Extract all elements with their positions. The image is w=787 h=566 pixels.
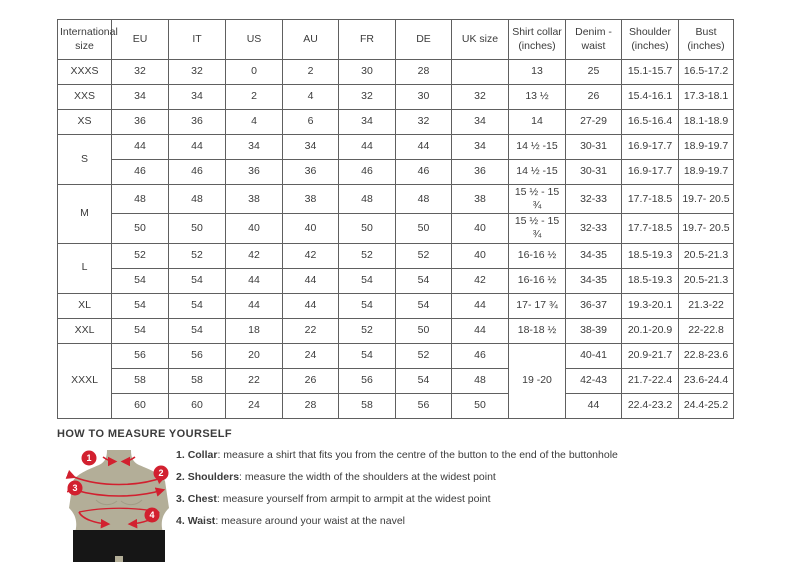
table-cell: 58 [169,368,226,393]
table-cell: 30 [339,60,396,85]
table-cell: 52 [396,243,452,268]
column-header: AU [283,20,339,60]
table-cell: 50 [339,214,396,243]
table-cell: 32 [452,85,509,110]
table-cell: 28 [283,393,339,418]
table-row [58,343,734,368]
table-cell: 46 [396,160,452,185]
table-row [58,243,734,268]
column-header: Shirt collar (inches) [509,20,566,60]
table-cell: 30-31 [566,160,622,185]
table-cell: 32 [112,60,169,85]
table-cell: 42 [226,243,283,268]
table-cell: 44 [452,318,509,343]
table-cell: 16.5-16.4 [622,110,679,135]
table-cell: 20.5-21.3 [679,268,734,293]
table-cell: 50 [169,214,226,243]
table-cell: 26 [566,85,622,110]
table-cell: 4 [226,110,283,135]
table-row [58,368,734,393]
table-cell: 32 [339,85,396,110]
table-cell: 34 [283,135,339,160]
table-row [58,318,734,343]
table-cell: 58 [339,393,396,418]
table-cell: 50 [396,214,452,243]
table-cell: 46 [112,160,169,185]
table-cell: 44 [283,268,339,293]
table-cell: 48 [396,185,452,214]
svg-text:4: 4 [149,510,155,521]
table-cell: 56 [339,368,396,393]
column-header: EU [112,20,169,60]
table-cell: 38 [452,185,509,214]
table-cell: 34 [169,85,226,110]
table-cell: 24.4-25.2 [679,393,734,418]
table-cell: 40 [452,243,509,268]
table-cell: 54 [169,268,226,293]
table-cell: 22-22.8 [679,318,734,343]
table-cell: 48 [452,368,509,393]
table-cell: 56 [396,393,452,418]
column-header: International size [58,20,112,60]
table-cell: XL [58,293,112,318]
table-cell: 34 [226,135,283,160]
table-row [58,293,734,318]
measurement-figure [58,446,180,566]
table-cell: 19 -20 [509,343,566,418]
column-header: FR [339,20,396,60]
badge-shoulders [154,466,169,481]
item-number: 1. [176,449,188,461]
table-cell: L [58,243,112,293]
table-cell: 18.5-19.3 [622,268,679,293]
table-cell: XXL [58,318,112,343]
column-header: Shoulder (inches) [622,20,679,60]
table-cell: 54 [112,293,169,318]
size-table [57,19,734,419]
item-label: Collar [187,449,218,461]
table-cell: 44 [226,268,283,293]
table-cell: 42 [283,243,339,268]
table-cell: 44 [396,135,452,160]
table-cell: 38 [283,185,339,214]
item-label: Shoulders [187,471,240,483]
table-cell: 18.1-18.9 [679,110,734,135]
table-cell: 44 [112,135,169,160]
table-cell: 15.1-15.7 [622,60,679,85]
table-cell: 16.9-17.7 [622,135,679,160]
table-cell: 16-16 ½ [509,243,566,268]
table-row [58,110,734,135]
table-cell: 21.7-22.4 [622,368,679,393]
table-cell: 18-18 ½ [509,318,566,343]
table-cell: 54 [396,268,452,293]
item-text: : measure the width of the shoulders at the widest point [239,471,496,483]
table-cell: 40 [226,214,283,243]
table-row [58,268,734,293]
svg-text:2: 2 [158,468,164,479]
table-cell: 34-35 [566,268,622,293]
table-cell: 14 ½ -15 [509,160,566,185]
table-cell: 60 [112,393,169,418]
column-header: Denim - waist [566,20,622,60]
table-cell: 36 [452,160,509,185]
table-cell: 24 [283,343,339,368]
table-cell: 52 [339,243,396,268]
table-cell: 14 ½ -15 [509,135,566,160]
table-row [58,185,734,214]
list-item [176,493,618,506]
table-cell: 0 [226,60,283,85]
table-cell: 20 [226,343,283,368]
table-cell: 54 [169,293,226,318]
table-cell: 19.7- 20.5 [679,214,734,243]
table-cell: 4 [283,85,339,110]
table-cell: 22 [226,368,283,393]
table-cell: 52 [169,243,226,268]
table-cell: 56 [169,343,226,368]
table-cell: 48 [112,185,169,214]
table-cell: XXXS [58,60,112,85]
table-cell: 36 [283,160,339,185]
table-cell: 20.5-21.3 [679,243,734,268]
item-text: : measure yourself from armpit to armpit at the widest point [216,493,491,505]
table-cell: 32 [396,110,452,135]
svg-text:3: 3 [72,483,78,494]
item-text: : measure a shirt that fits you from the centre of the button to the end of the buttonhole [217,449,618,461]
table-cell: 21.3-22 [679,293,734,318]
table-cell: 30 [396,85,452,110]
table-cell: 34 [452,110,509,135]
table-cell: 40-41 [566,343,622,368]
table-cell: 42 [452,268,509,293]
table-cell: 48 [339,185,396,214]
table-cell: 15 ½ - 15 ¾ [509,214,566,243]
table-cell: XXS [58,85,112,110]
table-cell: XS [58,110,112,135]
table-cell: 15.4-16.1 [622,85,679,110]
table-row [58,160,734,185]
table-cell: 36 [226,160,283,185]
table-cell: 44 [283,293,339,318]
table-cell: 16.5-17.2 [679,60,734,85]
badge-waist [145,508,160,523]
list-item [176,471,618,484]
table-cell: S [58,135,112,185]
table-cell: 18.9-19.7 [679,135,734,160]
item-text: : measure around your waist at the navel [215,515,405,527]
measure-instructions [176,449,618,537]
table-cell: 16-16 ½ [509,268,566,293]
table-cell: 44 [452,293,509,318]
table-cell: 2 [283,60,339,85]
list-item [176,449,618,462]
measure-heading: HOW TO MEASURE YOURSELF [57,428,233,440]
table-cell: 48 [169,185,226,214]
table-cell: 54 [112,268,169,293]
badge-chest [68,481,83,496]
table-cell: 54 [339,343,396,368]
table-cell: 44 [226,293,283,318]
table-cell: 32 [169,60,226,85]
table-cell: 54 [169,318,226,343]
table-row [58,135,734,160]
item-number: 3. [176,493,188,505]
table-cell: 18 [226,318,283,343]
table-cell: 30-31 [566,135,622,160]
table-cell: 19.3-20.1 [622,293,679,318]
table-cell: 50 [396,318,452,343]
table-cell: M [58,185,112,244]
table-cell: 52 [339,318,396,343]
column-header: US [226,20,283,60]
table-cell: 13 [509,60,566,85]
table-cell: 36 [112,110,169,135]
table-cell: 22.4-23.2 [622,393,679,418]
table-cell: 56 [112,343,169,368]
badge-collar [82,451,97,466]
table-cell: 54 [396,293,452,318]
table-cell: 36-37 [566,293,622,318]
table-cell: 17.3-18.1 [679,85,734,110]
table-cell: 17.7-18.5 [622,185,679,214]
table-cell: 40 [283,214,339,243]
table-cell: 17- 17 ¾ [509,293,566,318]
table-cell: 44 [339,135,396,160]
table-row [58,214,734,243]
table-cell: 22.8-23.6 [679,343,734,368]
table-row [58,60,734,85]
table-cell: 34 [112,85,169,110]
table-cell [452,60,509,85]
table-cell: 24 [226,393,283,418]
item-label: Waist [187,515,216,527]
svg-text:1: 1 [86,453,92,464]
table-cell: 20.9-21.7 [622,343,679,368]
table-cell: 16.9-17.7 [622,160,679,185]
column-header: DE [396,20,452,60]
table-cell: XXXL [58,343,112,418]
table-cell: 27-29 [566,110,622,135]
table-cell: 42-43 [566,368,622,393]
table-cell: 22 [283,318,339,343]
header-row [58,20,734,60]
table-row [58,85,734,110]
table-cell: 50 [452,393,509,418]
table-cell: 23.6-24.4 [679,368,734,393]
table-cell: 32-33 [566,214,622,243]
column-header: IT [169,20,226,60]
mannequin-illustration [58,446,180,566]
table-cell: 32-33 [566,185,622,214]
table-cell: 36 [169,110,226,135]
table-cell: 20.1-20.9 [622,318,679,343]
column-header: UK size [452,20,509,60]
table-cell: 52 [112,243,169,268]
table-cell: 18.5-19.3 [622,243,679,268]
table-cell: 50 [112,214,169,243]
table-cell: 34 [339,110,396,135]
column-header: Bust (inches) [679,20,734,60]
table-cell: 18.9-19.7 [679,160,734,185]
table-cell: 44 [169,135,226,160]
table-cell: 2 [226,85,283,110]
table-cell: 34-35 [566,243,622,268]
table-cell: 52 [396,343,452,368]
table-cell: 46 [169,160,226,185]
table-cell: 38-39 [566,318,622,343]
table-cell: 54 [112,318,169,343]
table-cell: 46 [452,343,509,368]
table-cell: 14 [509,110,566,135]
table-cell: 28 [396,60,452,85]
table-cell: 15 ½ - 15 ¾ [509,185,566,214]
table-cell: 25 [566,60,622,85]
item-label: Chest [187,493,217,505]
item-number: 4. [176,515,188,527]
item-number: 2. [176,471,188,483]
table-cell: 58 [112,368,169,393]
table-cell: 54 [396,368,452,393]
table-cell: 40 [452,214,509,243]
table-cell: 54 [339,268,396,293]
table-cell: 54 [339,293,396,318]
table-cell: 60 [169,393,226,418]
table-cell: 46 [339,160,396,185]
table-cell: 34 [452,135,509,160]
table-cell: 6 [283,110,339,135]
list-item [176,515,618,528]
table-cell: 44 [566,393,622,418]
table-cell: 26 [283,368,339,393]
table-cell: 17.7-18.5 [622,214,679,243]
table-cell: 38 [226,185,283,214]
table-row [58,393,734,418]
table-cell: 19.7- 20.5 [679,185,734,214]
table-cell: 13 ½ [509,85,566,110]
